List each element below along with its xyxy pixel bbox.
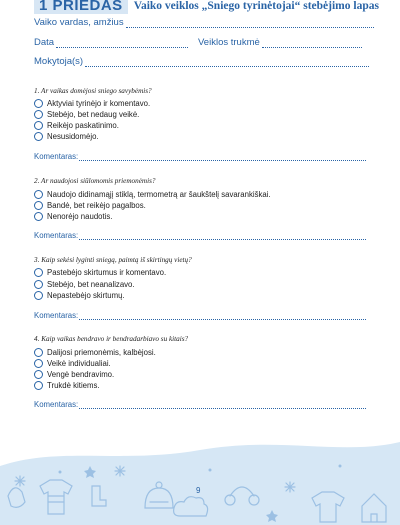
q4-comment[interactable]: Komentaras:: [34, 400, 366, 409]
q4-option-2[interactable]: Veikė individualiai.: [34, 359, 111, 368]
q2-option-3[interactable]: Nenorėjo naudotis.: [34, 212, 112, 221]
duration-line[interactable]: [262, 38, 362, 48]
date-line[interactable]: [56, 38, 188, 48]
q3-comment[interactable]: Komentaras:: [34, 311, 366, 320]
q1-option-2[interactable]: Stebėjo, bet nedaug veikė.: [34, 110, 139, 119]
radio-icon[interactable]: [34, 212, 43, 221]
snow-dot-icon: [209, 469, 212, 472]
radio-icon[interactable]: [34, 280, 43, 289]
child-name-line[interactable]: [126, 18, 374, 28]
radio-icon[interactable]: [34, 370, 43, 379]
page-number: 9: [196, 486, 201, 495]
q1-comment[interactable]: Komentaras:: [34, 152, 366, 161]
date-label: Data: [34, 37, 55, 48]
snowflake-icon: [115, 466, 125, 476]
radio-icon[interactable]: [34, 348, 43, 357]
snow-background: [0, 442, 400, 525]
snowflake-icon: [15, 476, 25, 486]
page-title: Vaiko veiklos „Sniego tyrinėtojai“ stebėjimo lapas: [133, 0, 379, 12]
snowflake-icon: [285, 482, 295, 492]
q3-option-2[interactable]: Stebėjo, bet neanalizavo.: [34, 280, 135, 289]
radio-icon[interactable]: [34, 132, 43, 141]
question-3: 3. Kaip sekėsi lyginti sniegą, paimtą iš skirtingų vietų?: [34, 256, 192, 264]
question-2: 2. Ar naudojosi siūlomomis priemonėmis?: [34, 177, 156, 185]
q2-option-1[interactable]: Naudojo didinamąjį stiklą, termometrą ar šaukštelį savarankiškai.: [34, 190, 271, 199]
winter-footer-illustration: [0, 436, 400, 525]
duration-label: Veiklos trukmė: [198, 37, 260, 48]
teacher-field[interactable]: [34, 56, 369, 67]
snow-dot-icon: [339, 465, 342, 468]
q1-option-4[interactable]: Nesusidomėjo.: [34, 132, 99, 141]
q3-option-3[interactable]: Nepastebėjo skirtumų.: [34, 291, 125, 300]
q1-option-3[interactable]: Reikėjo paskatinimo.: [34, 121, 119, 130]
q1-comment-line[interactable]: [79, 153, 366, 161]
child-name-label: Vaiko vardas, amžius: [34, 17, 124, 28]
q3-option-1[interactable]: Pastebėjo skirtumus ir komentavo.: [34, 268, 166, 277]
radio-icon[interactable]: [34, 291, 43, 300]
q3-comment-line[interactable]: [79, 312, 366, 320]
date-field[interactable]: [34, 37, 188, 48]
radio-icon[interactable]: [34, 201, 43, 210]
duration-field[interactable]: [198, 37, 362, 48]
child-name-field[interactable]: [34, 17, 374, 28]
radio-icon[interactable]: [34, 121, 43, 130]
q4-comment-line[interactable]: [79, 401, 366, 409]
q2-comment[interactable]: Komentaras:: [34, 231, 366, 240]
radio-icon[interactable]: [34, 99, 43, 108]
page-header: [34, 0, 379, 14]
radio-icon[interactable]: [34, 359, 43, 368]
q4-option-4[interactable]: Trukdė kitiems.: [34, 381, 100, 390]
question-4: 4. Kaip vaikas bendravo ir bendradarbiavo su kitais?: [34, 335, 189, 343]
teacher-line[interactable]: [85, 57, 369, 67]
q2-comment-line[interactable]: [79, 232, 366, 240]
q4-option-3[interactable]: Vengė bendravimo.: [34, 370, 114, 379]
teacher-label: Mokytoja(s): [34, 56, 84, 67]
radio-icon[interactable]: [34, 110, 43, 119]
q1-option-1[interactable]: Aktyviai tyrinėjo ir komentavo.: [34, 99, 150, 108]
q2-option-2[interactable]: Bandė, bet reikėjo pagalbos.: [34, 201, 146, 210]
snow-dot-icon: [59, 471, 62, 474]
q4-option-1[interactable]: Dalijosi priemonėmis, kalbėjosi.: [34, 348, 156, 357]
radio-icon[interactable]: [34, 190, 43, 199]
radio-icon[interactable]: [34, 268, 43, 277]
question-1: 1. Ar vaikas domėjosi sniego savybėmis?: [34, 87, 152, 95]
radio-icon[interactable]: [34, 381, 43, 390]
appendix-badge: 1 PRIEDAS: [34, 0, 128, 14]
